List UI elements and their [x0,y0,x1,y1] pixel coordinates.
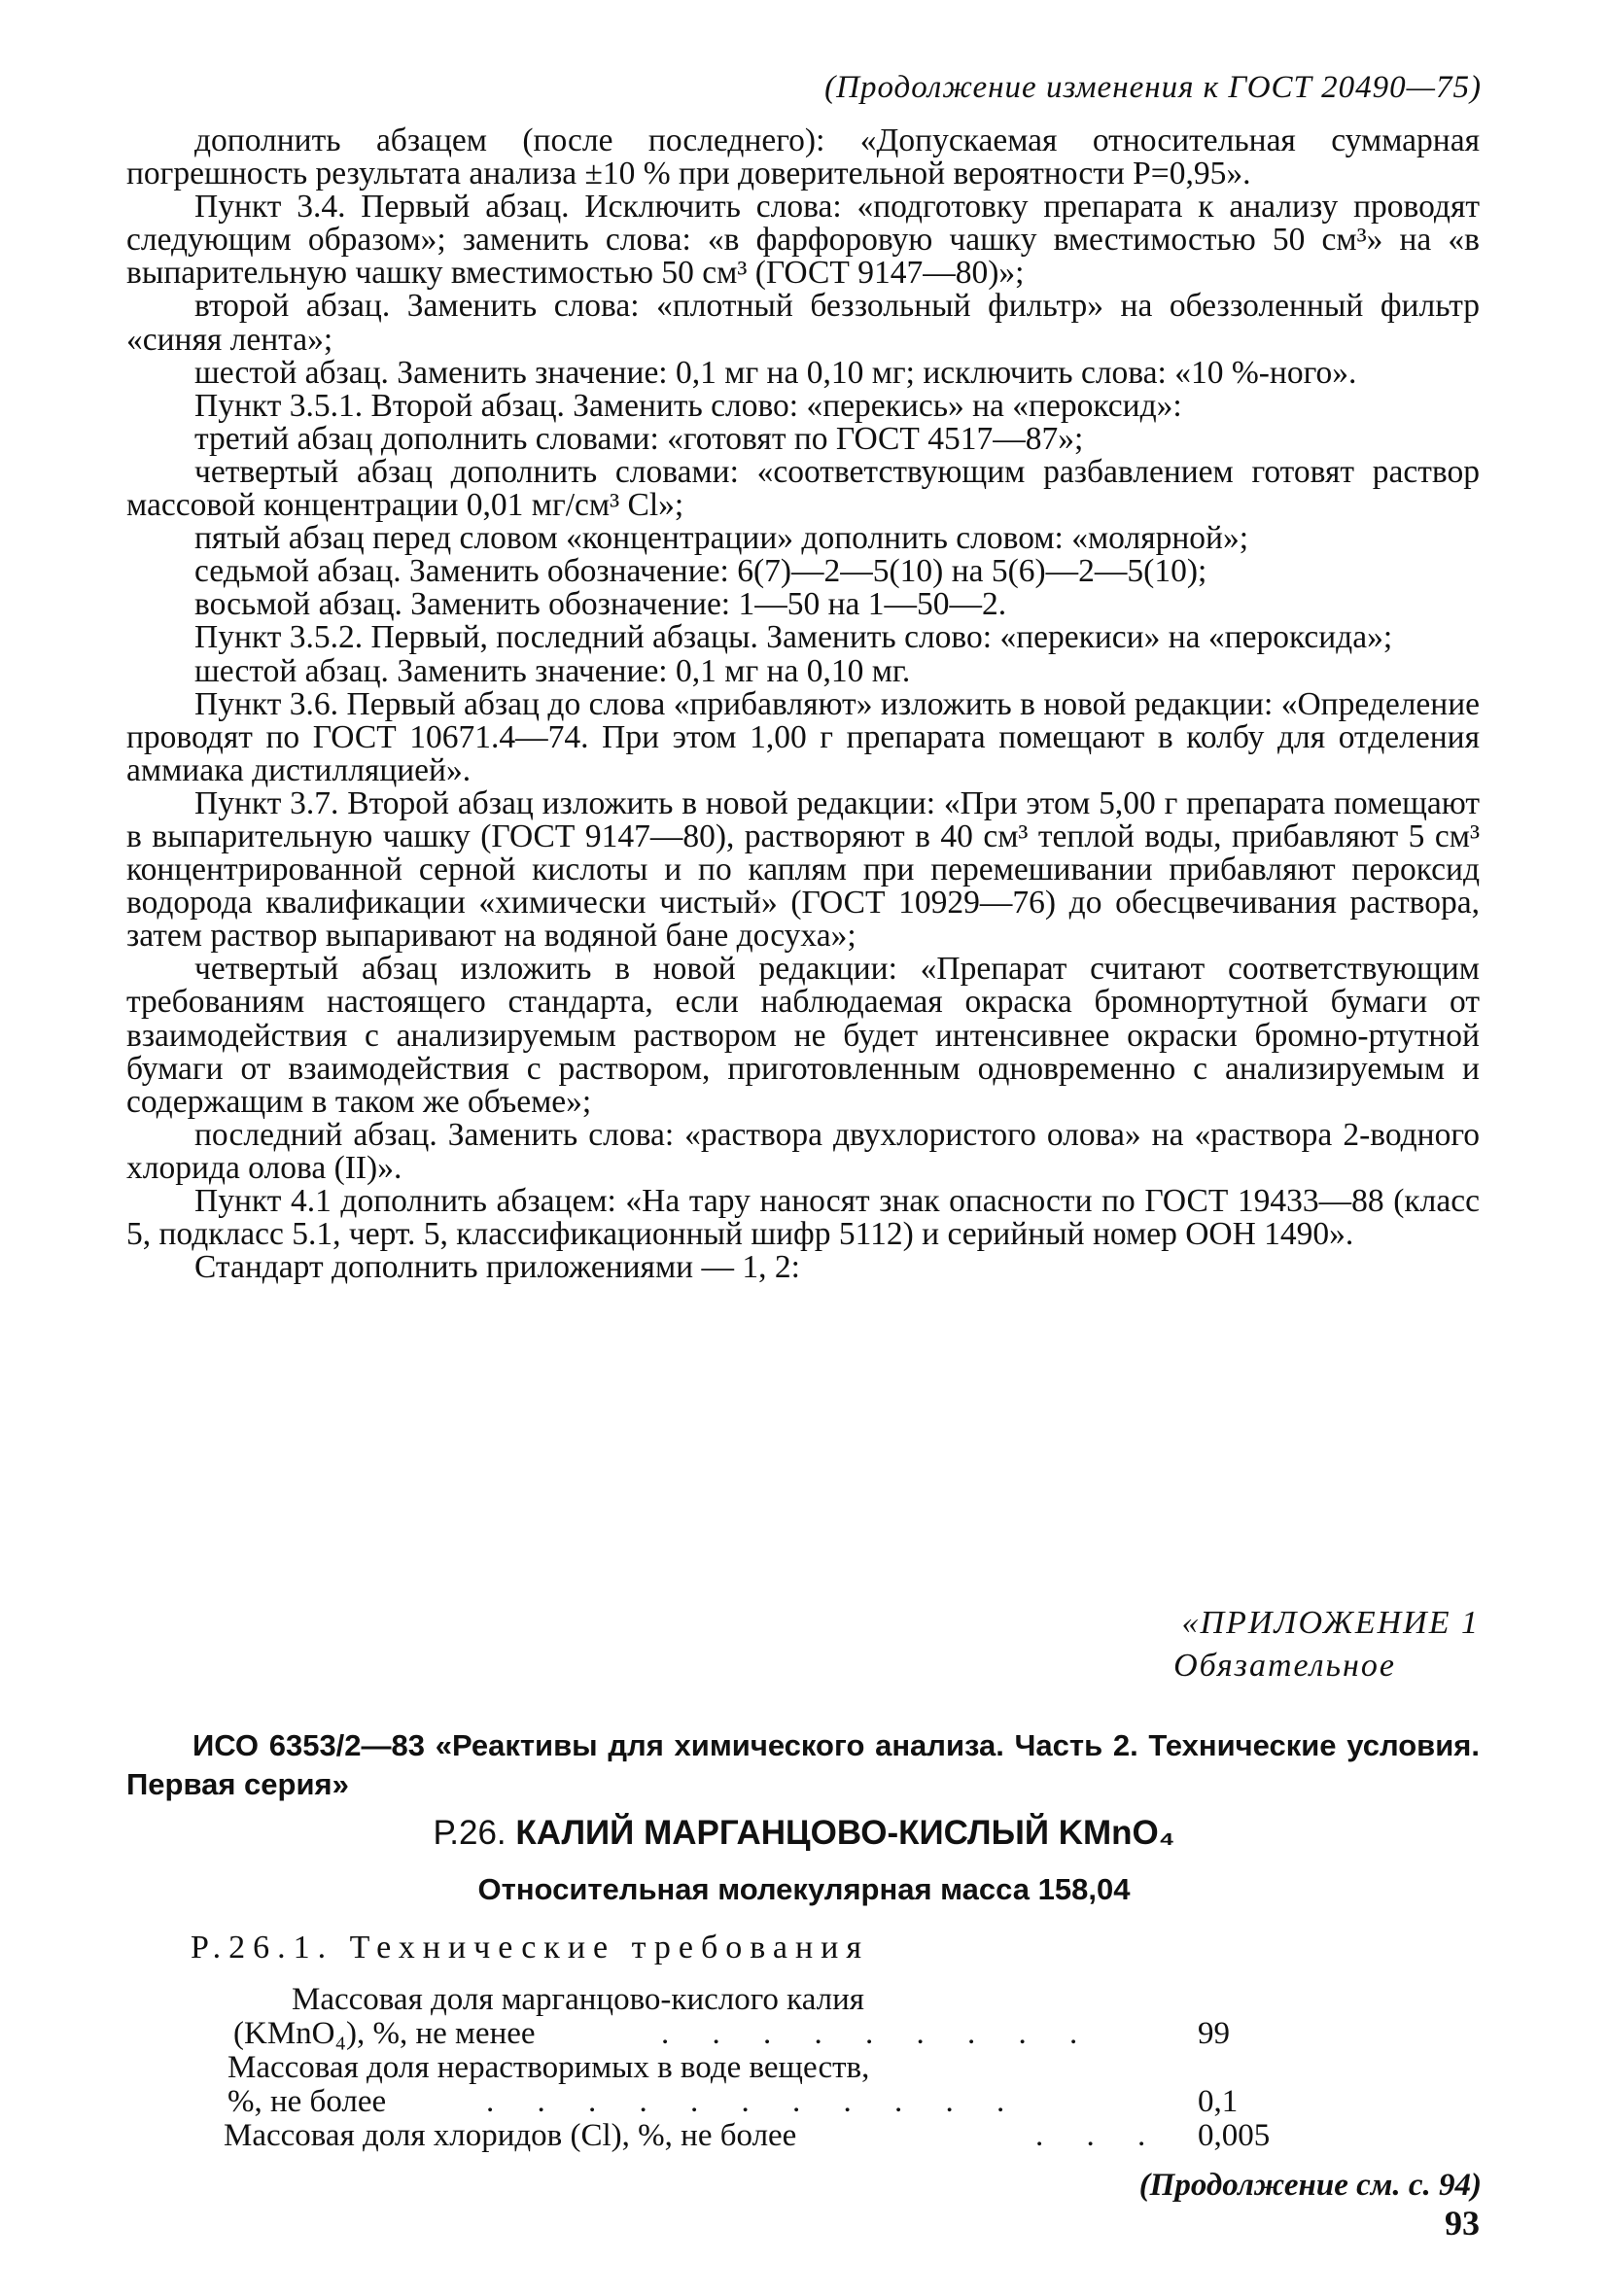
spec-label: %, не более [227,2084,387,2119]
paragraph: пятый абзац перед словом «концентрации» дополнить словом: «молярной»; [194,520,1249,557]
paragraph: Пункт 3.5.1. Второй абзац. Заменить слово: «перекись» на «пероксид»: [194,387,1182,424]
body-text [126,124,1480,1284]
spec-row [224,2017,1254,2051]
paragraph: шестой абзац. Заменить значение: 0,1 мг на 0,10 мг; исключить слова: «10 %-ного». [194,354,1357,391]
appendix-subtitle: Обязательное [1173,1648,1396,1684]
spec-value: 0,1 [1198,2084,1239,2119]
spec-label: Массовая доля марганцово-кислого калия [292,1982,864,2017]
page-header: (Продолжение изменения к ГОСТ 20490—75) [824,70,1482,105]
section-number: Р.26. [433,1814,507,1852]
page-number: 93 [1445,2204,1480,2243]
leader-dots: . . . [1035,2118,1164,2153]
spec-value: 0,005 [1198,2118,1271,2153]
requirements-heading: Р.26.1. Технические требования [191,1930,869,1966]
section-title [0,1814,1608,1853]
paragraph: восьмой абзац. Заменить обозначение: 1—50 на 1—50—2. [194,586,1007,623]
paragraph: третий абзац дополнить словами: «готовят по ГОСТ 4517—87»; [194,420,1084,457]
section-name: КАЛИЙ МАРГАНЦОВО-КИСЛЫЙ KMnO₄ [515,1814,1175,1852]
spec-value: 99 [1198,2016,1230,2051]
spec-row [224,2051,1254,2085]
leader-dots: . . . . . . . . . . . [486,2084,1023,2119]
paragraph: Стандарт дополнить приложениями — 1, 2: [194,1249,800,1286]
paragraph: шестой абзац. Заменить значение: 0,1 мг на 0,10 мг. [194,652,911,689]
spec-row [224,2085,1254,2119]
spec-row [224,2118,1271,2153]
paragraph: Пункт 3.5.2. Первый, последний абзацы. Заменить слово: «перекиси» на «пероксида»; [194,619,1393,656]
paragraph: четвертый абзац дополнить словами: «соответствующим разбавлением готовят раствор массовой концентрации 0,01 мг/см³ Cl»; [126,453,1480,524]
paragraph: Пункт 3.4. Первый абзац. Исключить слова: «подготовку препарата к анализу проводят следующим образом»; заменить слова: «в фарфоровую чашку вместимостью 50 см³» на «в выпарительную чашку вместимостью 50 см³ (ГОСТ 9147—80)»; [126,189,1480,292]
spec-row [224,1983,1254,2017]
paragraph: Пункт 4.1 дополнить абзацем: «На тару наносят знак опасности по ГОСТ 19433—88 (класс 5, подкласс 5.1, черт. 5, классификационный шифр 5112) и серийный номер ООН 1490». [126,1183,1480,1253]
paragraph: Пункт 3.7. Второй абзац изложить в новой редакции: «При этом 5,00 г препарата помещают в выпарительную чашку (ГОСТ 9147—80), растворяют в 40 см³ теплой воды, прибавляют 5 см³ концентрированной серной кислоты и по каплям при перемешивании прибавляют пероксид водорода квалификации «химически чистый» (ГОСТ 10929—76) до обесцвечивания раствора, затем раствор выпаривают на водяной бане досуха»; [126,784,1480,955]
spec-label: Массовая доля нерастворимых в воде веществ, [227,2050,870,2085]
paragraph: второй абзац. Заменить слова: «плотный беззольный фильтр» на обеззоленный фильтр «синяя лента»; [126,288,1480,358]
spec-table [224,1982,1271,2153]
spec-label: Массовая доля хлоридов (Cl), %, не более [224,2118,797,2153]
paragraph: дополнить абзацем (после последнего): «Допускаемая относительная суммарная погрешность результата анализа ±10 % при доверительной вероятности P=0,95». [126,122,1480,192]
paragraph: седьмой абзац. Заменить обозначение: 6(7)—2—5(10) на 5(6)—2—5(10); [194,553,1207,590]
spec-label: (KMnO₄), %, не менее [233,2016,536,2051]
molecular-mass: Относительная молекулярная масса 158,04 [477,1872,1131,1906]
continuation-note: (Продолжение см. с. 94) [1138,2168,1482,2203]
leader-dots: . . . . . . . . . [661,2016,1096,2051]
appendix-title: «ПРИЛОЖЕНИЕ 1 [1181,1605,1480,1641]
iso-title: ИСО 6353/2—83 «Реактивы для химического анализа. Часть 2. Технические условия. Первая серия» [126,1728,1480,1801]
paragraph: последний абзац. Заменить слова: «раствора двухлористого олова» на «раствора 2-водного хлорида олова (II)». [126,1116,1480,1186]
appendix-heading [1173,1602,1480,1687]
paragraph: четвертый абзац изложить в новой редакции: «Препарат считают соответствующим требованиям настоящего стандарта, если наблюдаемая окраска бромнортутной бумаги от взаимодействия с анализируемым раствором не будет интенсивнее окраски бромно-ртутной бумаги от взаимодействия с раствором, приготовленным одновременно с анализируемым и содержащим в таком же объеме»; [126,951,1480,1120]
paragraph: Пункт 3.6. Первый абзац до слова «прибавляют» изложить в новой редакции: «Определение проводят по ГОСТ 10671.4—74. При этом 1,00 г препарата помещают в колбу для отделения аммиака дистилляцией». [126,685,1480,788]
